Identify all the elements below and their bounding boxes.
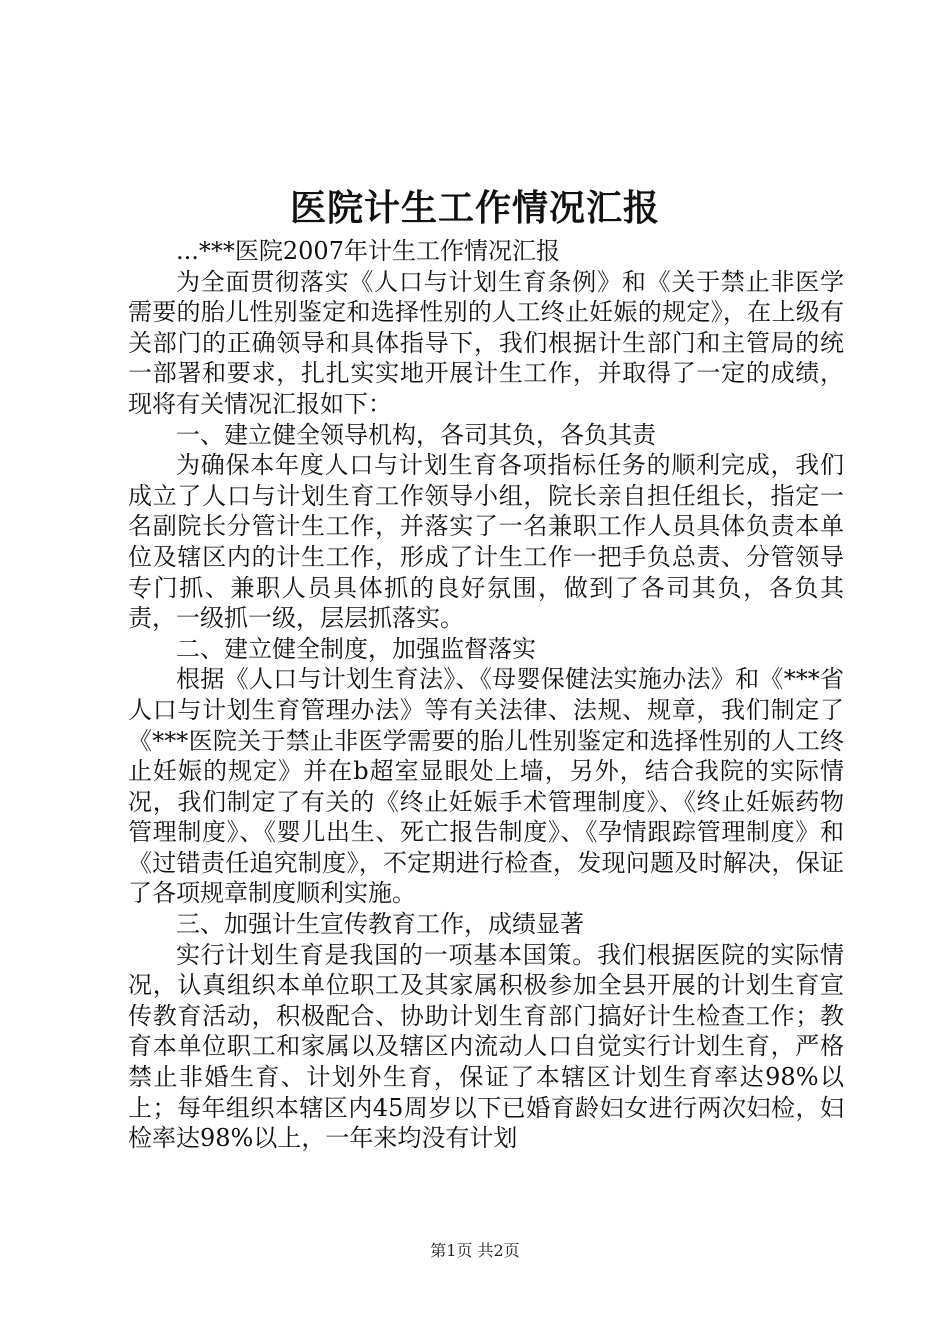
document-title: 医院计生工作情况汇报 <box>289 187 660 229</box>
section-heading-1: 一、建立健全领导机构，各司其负，各负其责 <box>176 420 656 449</box>
document-body <box>128 236 844 1154</box>
subtitle-line: ...***医院2007年计生工作情况汇报 <box>176 237 560 265</box>
section-heading-3: 三、加强计生宣传教育工作，成绩显著 <box>176 910 584 939</box>
section-3-paragraph: 实行计划生育是我国的一项基本国策。我们根据医院的实际情况，认真组织本单位职工及其家属积极参加全县开展的计划生育宣传教育活动，积极配合、协助计划生育部门搞好计生检查工作；教育本单位职工和家属以及辖区内流动人口自觉实行计划生育，严格禁止非婚生育、计划外生育，保证了本辖区计划生育率达98%以上；每年组织本辖区内45周岁以下已婚育龄妇女进行两次妇检，妇检率达98%以上，一年来均没有计划 <box>128 940 844 1153</box>
section-heading-2: 二、建立健全制度，加强监督落实 <box>176 634 536 663</box>
page-footer: 第1页 共2页 <box>430 1241 520 1260</box>
section-2-paragraph: 根据《人口与计划生育法》、《母婴保健法实施办法》和《***省人口与计划生育管理办法》等有关法律、法规、规章，我们制定了《***医院关于禁止非医学需要的胎儿性别鉴定和选择性别的人工终止妊娠的规定》并在b超室显眼处上墙，另外，结合我院的实际情况，我们制定了有关的《终止妊娠手术管理制度》、《终止妊娠药物管理制度》、《婴儿出生、死亡报告制度》、《孕情跟踪管理制度》和《过错责任追究制度》，不定期进行检查，发现问题及时解决，保证了各项规章制度顺利实施。 <box>128 665 844 908</box>
intro-paragraph: 为全面贯彻落实《人口与计划生育条例》和《关于禁止非医学需要的胎儿性别鉴定和选择性别的人工终止妊娠的规定》，在上级有关部门的正确领导和具体指导下，我们根据计生部门和主管局的统一部署和要求，扎扎实实地开展计生工作，并取得了一定的成绩，现将有关情况汇报如下： <box>128 267 844 418</box>
section-1-paragraph: 为确保本年度人口与计划生育各项指标任务的顺利完成，我们成立了人口与计划生育工作领导小组，院长亲自担任组长，指定一名副院长分管计生工作，并落实了一名兼职工作人员具体负责本单位及辖区内的计生工作，形成了计生工作一把手负总责、分管领导专门抓、兼职人员具体抓的良好氛围，做到了各司其负，各负其责，一级抓一级，层层抓落实。 <box>128 451 844 633</box>
